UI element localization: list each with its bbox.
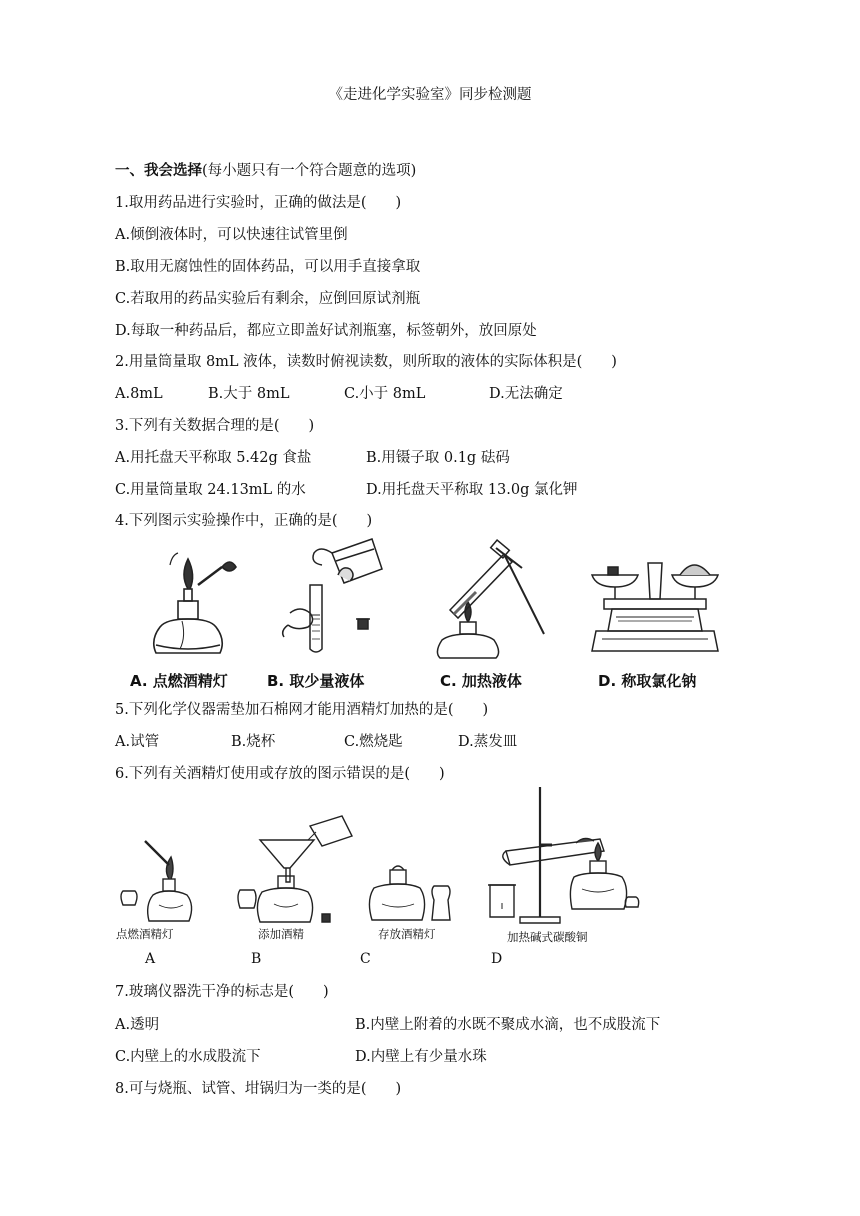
q7-option-a: A.透明 xyxy=(115,1017,160,1033)
q3-stem: 3.下列有关数据合理的是( ) xyxy=(115,418,315,434)
q4-figure-d xyxy=(588,555,723,665)
q6-caption-c: 存放酒精灯 xyxy=(378,927,436,941)
q6-caption-b: 添加酒精 xyxy=(258,927,304,941)
q2-option-c: C.小于 8mL xyxy=(344,386,426,402)
q5-option-a: A.试管 xyxy=(115,734,160,750)
q6-caption-a: 点燃酒精灯 xyxy=(116,927,174,941)
q4-caption-c: C. 加热液体 xyxy=(440,672,522,690)
section-heading: 一、我会选择 xyxy=(115,162,202,179)
q6-stem: 6.下列有关酒精灯使用或存放的图示错误的是( ) xyxy=(115,766,445,782)
q4-figure-b xyxy=(270,535,390,665)
section-note: (每小题只有一个符合题意的选项) xyxy=(202,163,417,179)
q7-option-b: B.内壁上附着的水既不聚成水滴，也不成股流下 xyxy=(355,1017,661,1033)
q6-letter-a: A xyxy=(145,951,156,967)
q2-option-d: D.无法确定 xyxy=(489,386,563,402)
q7-option-d: D.内壁上有少量水珠 xyxy=(355,1049,487,1065)
q3-option-d: D.用托盘天平称取 13.0g 氯化钾 xyxy=(366,482,578,498)
q6-figure-d xyxy=(480,785,640,930)
q4-figure-a xyxy=(140,545,250,665)
q6-figure-c xyxy=(360,860,460,930)
q6-figure-a xyxy=(115,835,215,930)
q2-option-b: B.大于 8mL xyxy=(208,386,290,402)
q4-figure-c xyxy=(420,540,550,665)
q2-option-a: A.8mL xyxy=(115,386,163,402)
q1-stem: 1.取用药品进行实验时，正确的做法是( ) xyxy=(115,195,402,211)
q8-stem: 8.可与烧瓶、试管、坩锅归为一类的是( ) xyxy=(115,1081,402,1097)
q4-caption-b: B. 取少量液体 xyxy=(267,672,365,690)
q6-figure-b xyxy=(230,812,360,930)
section-heading-line xyxy=(115,161,416,181)
q6-letter-b: B xyxy=(251,951,262,967)
q5-option-c: C.燃烧匙 xyxy=(344,734,403,750)
q4-caption-d: D. 称取氯化钠 xyxy=(598,672,697,690)
document-title: 《走进化学实验室》同步检测题 xyxy=(328,87,532,103)
q3-option-b: B.用镊子取 0.1g 砝码 xyxy=(366,450,510,466)
q1-option-c: C.若取用的药品实验后有剩余，应倒回原试剂瓶 xyxy=(115,291,421,307)
q5-option-b: B.烧杯 xyxy=(231,734,276,750)
q4-stem: 4.下列图示实验操作中，正确的是( ) xyxy=(115,513,373,529)
q1-option-d: D.每取一种药品后，都应立即盖好试剂瓶塞，标签朝外，放回原处 xyxy=(115,323,537,339)
q7-option-c: C.内壁上的水成股流下 xyxy=(115,1049,261,1065)
q4-caption-a: A. 点燃酒精灯 xyxy=(130,672,228,690)
q6-letter-c: C xyxy=(360,951,371,967)
q7-stem: 7.玻璃仪器洗干净的标志是( ) xyxy=(115,984,329,1000)
q1-option-a: A.倾倒液体时，可以快速往试管里倒 xyxy=(115,227,348,243)
q1-option-b: B.取用无腐蚀性的固体药品，可以用手直接拿取 xyxy=(115,259,421,275)
q3-option-c: C.用量筒量取 24.13mL 的水 xyxy=(115,482,306,498)
q6-letter-d: D xyxy=(491,951,503,967)
q5-stem: 5.下列化学仪器需垫加石棉网才能用酒精灯加热的是( ) xyxy=(115,702,489,718)
q5-option-d: D.蒸发皿 xyxy=(458,734,518,750)
q2-stem: 2.用量筒量取 8mL 液体，读数时俯视读数，则所取的液体的实际体积是( ) xyxy=(115,354,617,370)
q3-option-a: A.用托盘天平称取 5.42g 食盐 xyxy=(115,450,312,466)
q6-caption-d: 加热碱式碳酸铜 xyxy=(507,930,588,944)
